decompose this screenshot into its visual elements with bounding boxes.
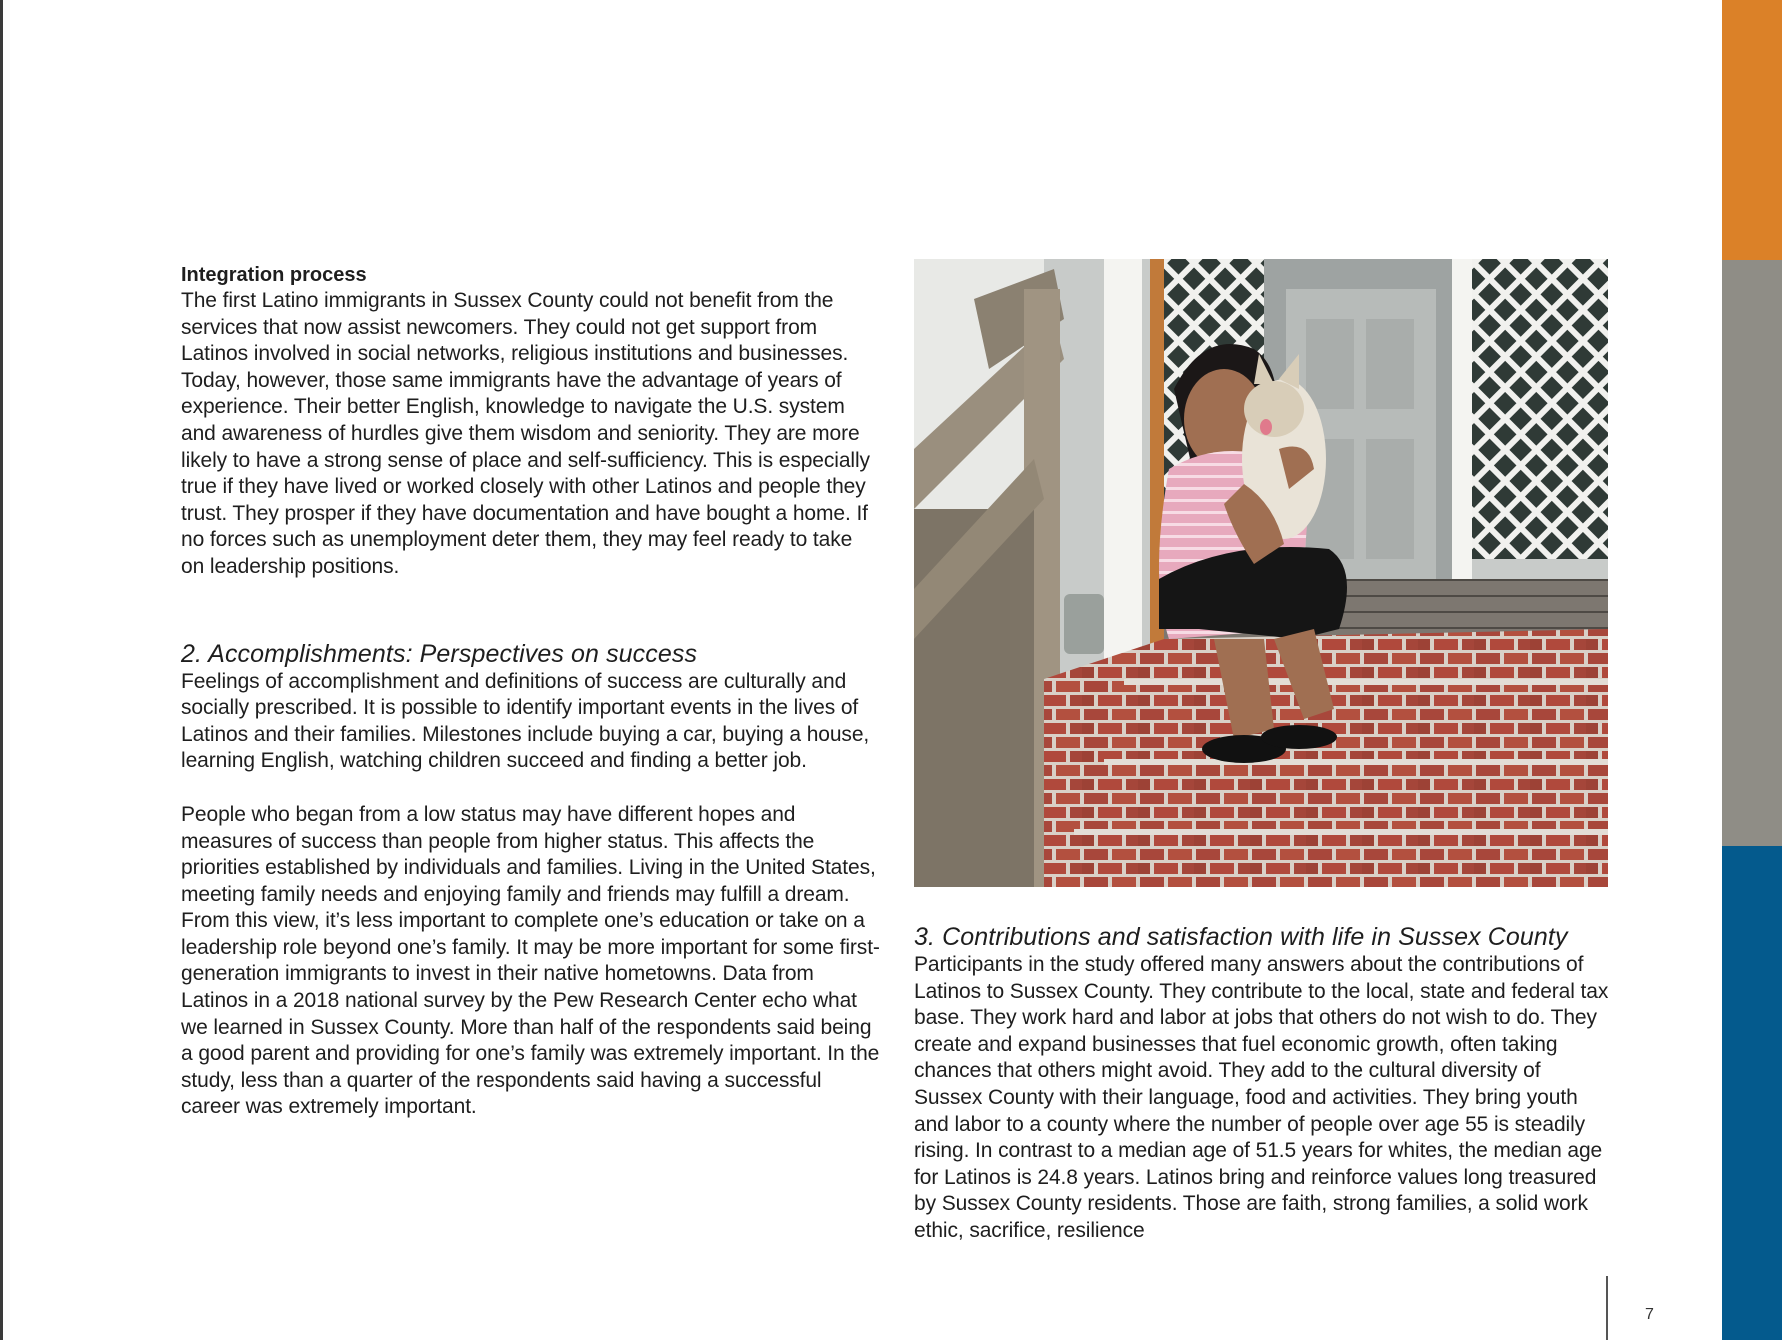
- integration-paragraph: The first Latino immigrants in Sussex County could not benefit from the services that now assist newcomers. They could not get support from Latinos involved in social networks, religious institutions and businesses. Today, however, those same immigrants have the advantage of years of experience. Their better English, knowledge to navigate the U.S. system and awareness of hurdles give them wisdom and seniority. They are more likely to have a strong sense of place and self-sufficiency. This is especially true if they have lived or worked closely with other Latinos and people they trust. They prosper if they have documentation and have bought a home. If no forces such as unemployment deter them, they may feel ready to take on leadership positions.: [181, 289, 870, 578]
- accomplishments-paragraph-1: Feelings of accomplishment and definitions of success are culturally and socially prescribed. It is possible to identify important events in the lives of Latinos and their families. Milestones include buying a car, buying a house, learning English, watching children succeed and finding a better job.: [181, 669, 870, 773]
- accomplishments-paragraph-2: People who began from a low status may have different hopes and measures of success than people from higher status. This affects the priorities established by individuals and families. Living in the United States, meeting family needs and enjoying family and friends may fulfill a dream. From this view, it’s less important to complete one’s education or take on a leadership role beyond one’s family. It may be more important for some first-generation immigrants to invest in their native hometowns. Data from Latinos in a 2018 national survey by the Pew Research Center echo what we learned in Sussex County. More than half of the respondents said being a good parent and providing for one’s family was extremely important. In the study, less than a quarter of the respondents said having a successful career was extremely important.: [181, 802, 880, 1119]
- section-heading-integration: Integration process: [181, 264, 367, 286]
- page-number: 7: [1645, 1306, 1654, 1323]
- section-title-accomplishments: 2. Accomplishments: Perspectives on success: [181, 639, 698, 668]
- porch-photo: [914, 259, 1608, 887]
- page-left-edge: [0, 0, 3, 1340]
- accent-stripe-gray: [1722, 260, 1782, 846]
- accent-stripe-orange: [1722, 0, 1782, 260]
- page-number-rule: [1606, 1276, 1608, 1340]
- contributions-paragraph: Participants in the study offered many answers about the contributions of Latinos to Sussex County. They contribute to the local, state and federal tax base. They work hard and labor at jobs that others do not wish to do. They create and expand businesses that fuel economic growth, often taking chances that others might avoid. They add to the cultural diversity of Sussex County with their language, food and activities. They bring youth and labor to a county where the number of people over age 55 is steadily rising. In contrast to a median age of 51.5 years for whites, the median age for Latinos is 24.8 years. Latinos bring and reinforce values long treasured by Sussex County residents. Those are faith, strong families, a solid work ethic, sacrifice, resilience: [914, 953, 1609, 1242]
- section-title-contributions: 3. Contributions and satisfaction with life in Sussex County: [914, 923, 1568, 951]
- accent-stripe-blue: [1722, 846, 1782, 1340]
- left-column: [181, 262, 881, 1121]
- right-column: [914, 922, 1614, 1245]
